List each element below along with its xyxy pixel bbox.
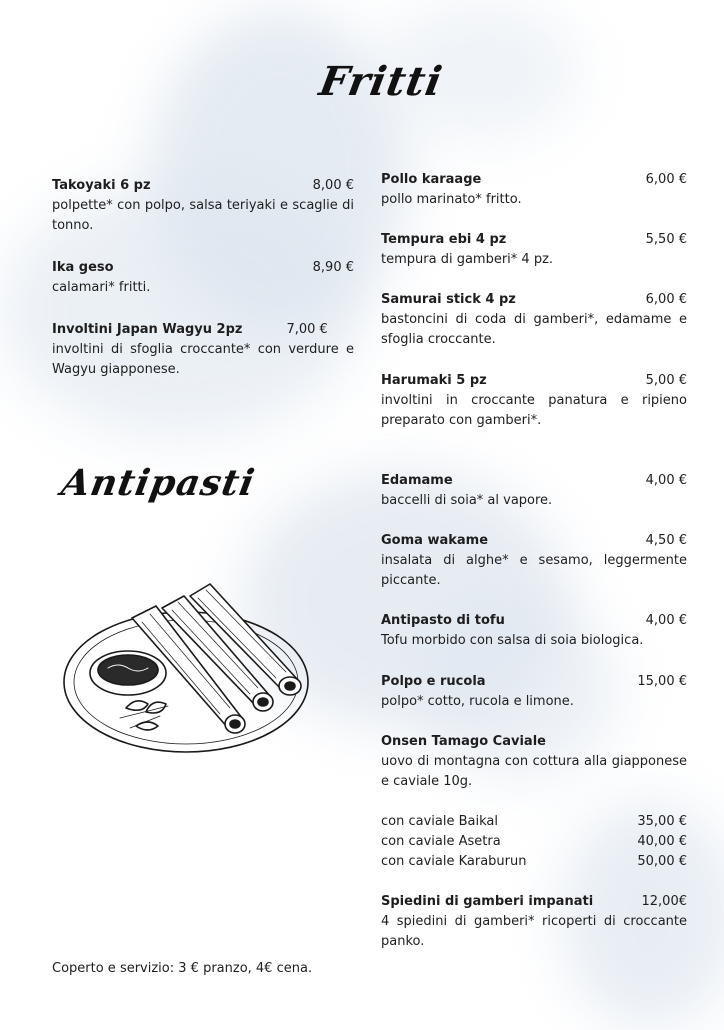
caviar-price: 50,00 €	[637, 854, 687, 869]
menu-item	[381, 290, 687, 350]
item-description: calamari* fritti.	[52, 280, 151, 295]
item-description: 4 spiedini di gamberi* ricoperti di croccante panko.	[381, 914, 687, 949]
item-price: 7,00 €	[286, 322, 328, 337]
item-price: 4,00 €	[645, 473, 687, 488]
item-price: 15,00 €	[637, 674, 687, 689]
spring-rolls-plate-icon	[60, 578, 322, 760]
item-name: Ika geso	[52, 260, 114, 275]
item-description: Tofu morbido con salsa di soia biologica.	[381, 633, 644, 648]
menu-item	[381, 531, 687, 591]
menu-item	[52, 320, 354, 380]
item-name: Onsen Tamago Caviale	[381, 734, 546, 749]
menu-item	[381, 672, 687, 712]
item-price: 5,50 €	[645, 232, 687, 247]
item-description: baccelli di soia* al vapore.	[381, 493, 553, 508]
caviar-price: 35,00 €	[637, 814, 687, 829]
item-name: Pollo karaage	[381, 172, 482, 187]
item-name: Polpo e rucola	[381, 674, 486, 689]
section-title-antipasti: Antipasti	[58, 462, 259, 504]
item-description: involtini di sfoglia croccante* con verdure e Wagyu giapponese.	[52, 342, 354, 377]
caviar-label: con caviale Asetra	[381, 834, 501, 849]
menu-item	[381, 170, 687, 210]
item-name: Harumaki 5 pz	[381, 373, 487, 388]
item-name: Edamame	[381, 473, 453, 488]
item-name: Involtini Japan Wagyu 2pz	[52, 322, 243, 337]
item-price: 4,00 €	[645, 613, 687, 628]
item-price: 8,00 €	[312, 178, 354, 193]
item-name: Samurai stick 4 pz	[381, 292, 516, 307]
item-description: uovo di montagna con cottura alla giapponese e caviale 10g.	[381, 754, 687, 789]
item-description: tempura di gamberi* 4 pz.	[381, 252, 554, 267]
menu-item	[381, 371, 687, 431]
caviar-options	[381, 812, 687, 872]
menu-item	[52, 258, 354, 298]
caviar-option	[381, 852, 687, 872]
menu-item	[381, 892, 687, 952]
item-name: Takoyaki 6 pz	[52, 178, 151, 193]
menu-item	[381, 732, 687, 792]
item-price: 12,00€	[641, 894, 687, 909]
caviar-price: 40,00 €	[637, 834, 687, 849]
item-description: polpo* cotto, rucola e limone.	[381, 694, 574, 709]
menu-item	[381, 471, 687, 511]
item-price: 5,00 €	[645, 373, 687, 388]
item-description: involtini in croccante panatura e ripieno preparato con gamberi*.	[381, 393, 687, 428]
item-price: 8,90 €	[312, 260, 354, 275]
menu-item	[381, 611, 687, 651]
menu-item	[381, 230, 687, 270]
item-name: Tempura ebi 4 pz	[381, 232, 507, 247]
item-price: 4,50 €	[645, 533, 687, 548]
caviar-option	[381, 832, 687, 852]
item-description: polpette* con polpo, salsa teriyaki e scaglie di tonno.	[52, 198, 354, 233]
item-description: insalata di alghe* e sesamo, leggermente piccante.	[381, 553, 687, 588]
item-price: 6,00 €	[645, 172, 687, 187]
item-description: bastoncini di coda di gamberi*, edamame e sfoglia croccante.	[381, 312, 687, 347]
caviar-option	[381, 812, 687, 832]
item-description: pollo marinato* fritto.	[381, 192, 522, 207]
item-name: Goma wakame	[381, 533, 489, 548]
section-title-fritti: Fritti	[315, 58, 447, 105]
footer-note: Coperto e servizio: 3 € pranzo, 4€ cena.	[52, 961, 313, 976]
caviar-label: con caviale Baikal	[381, 814, 498, 829]
caviar-label: con caviale Karaburun	[381, 854, 527, 869]
item-name: Antipasto di tofu	[381, 613, 505, 628]
item-price: 6,00 €	[645, 292, 687, 307]
menu-item	[52, 176, 354, 236]
item-name: Spiedini di gamberi impanati	[381, 894, 594, 909]
